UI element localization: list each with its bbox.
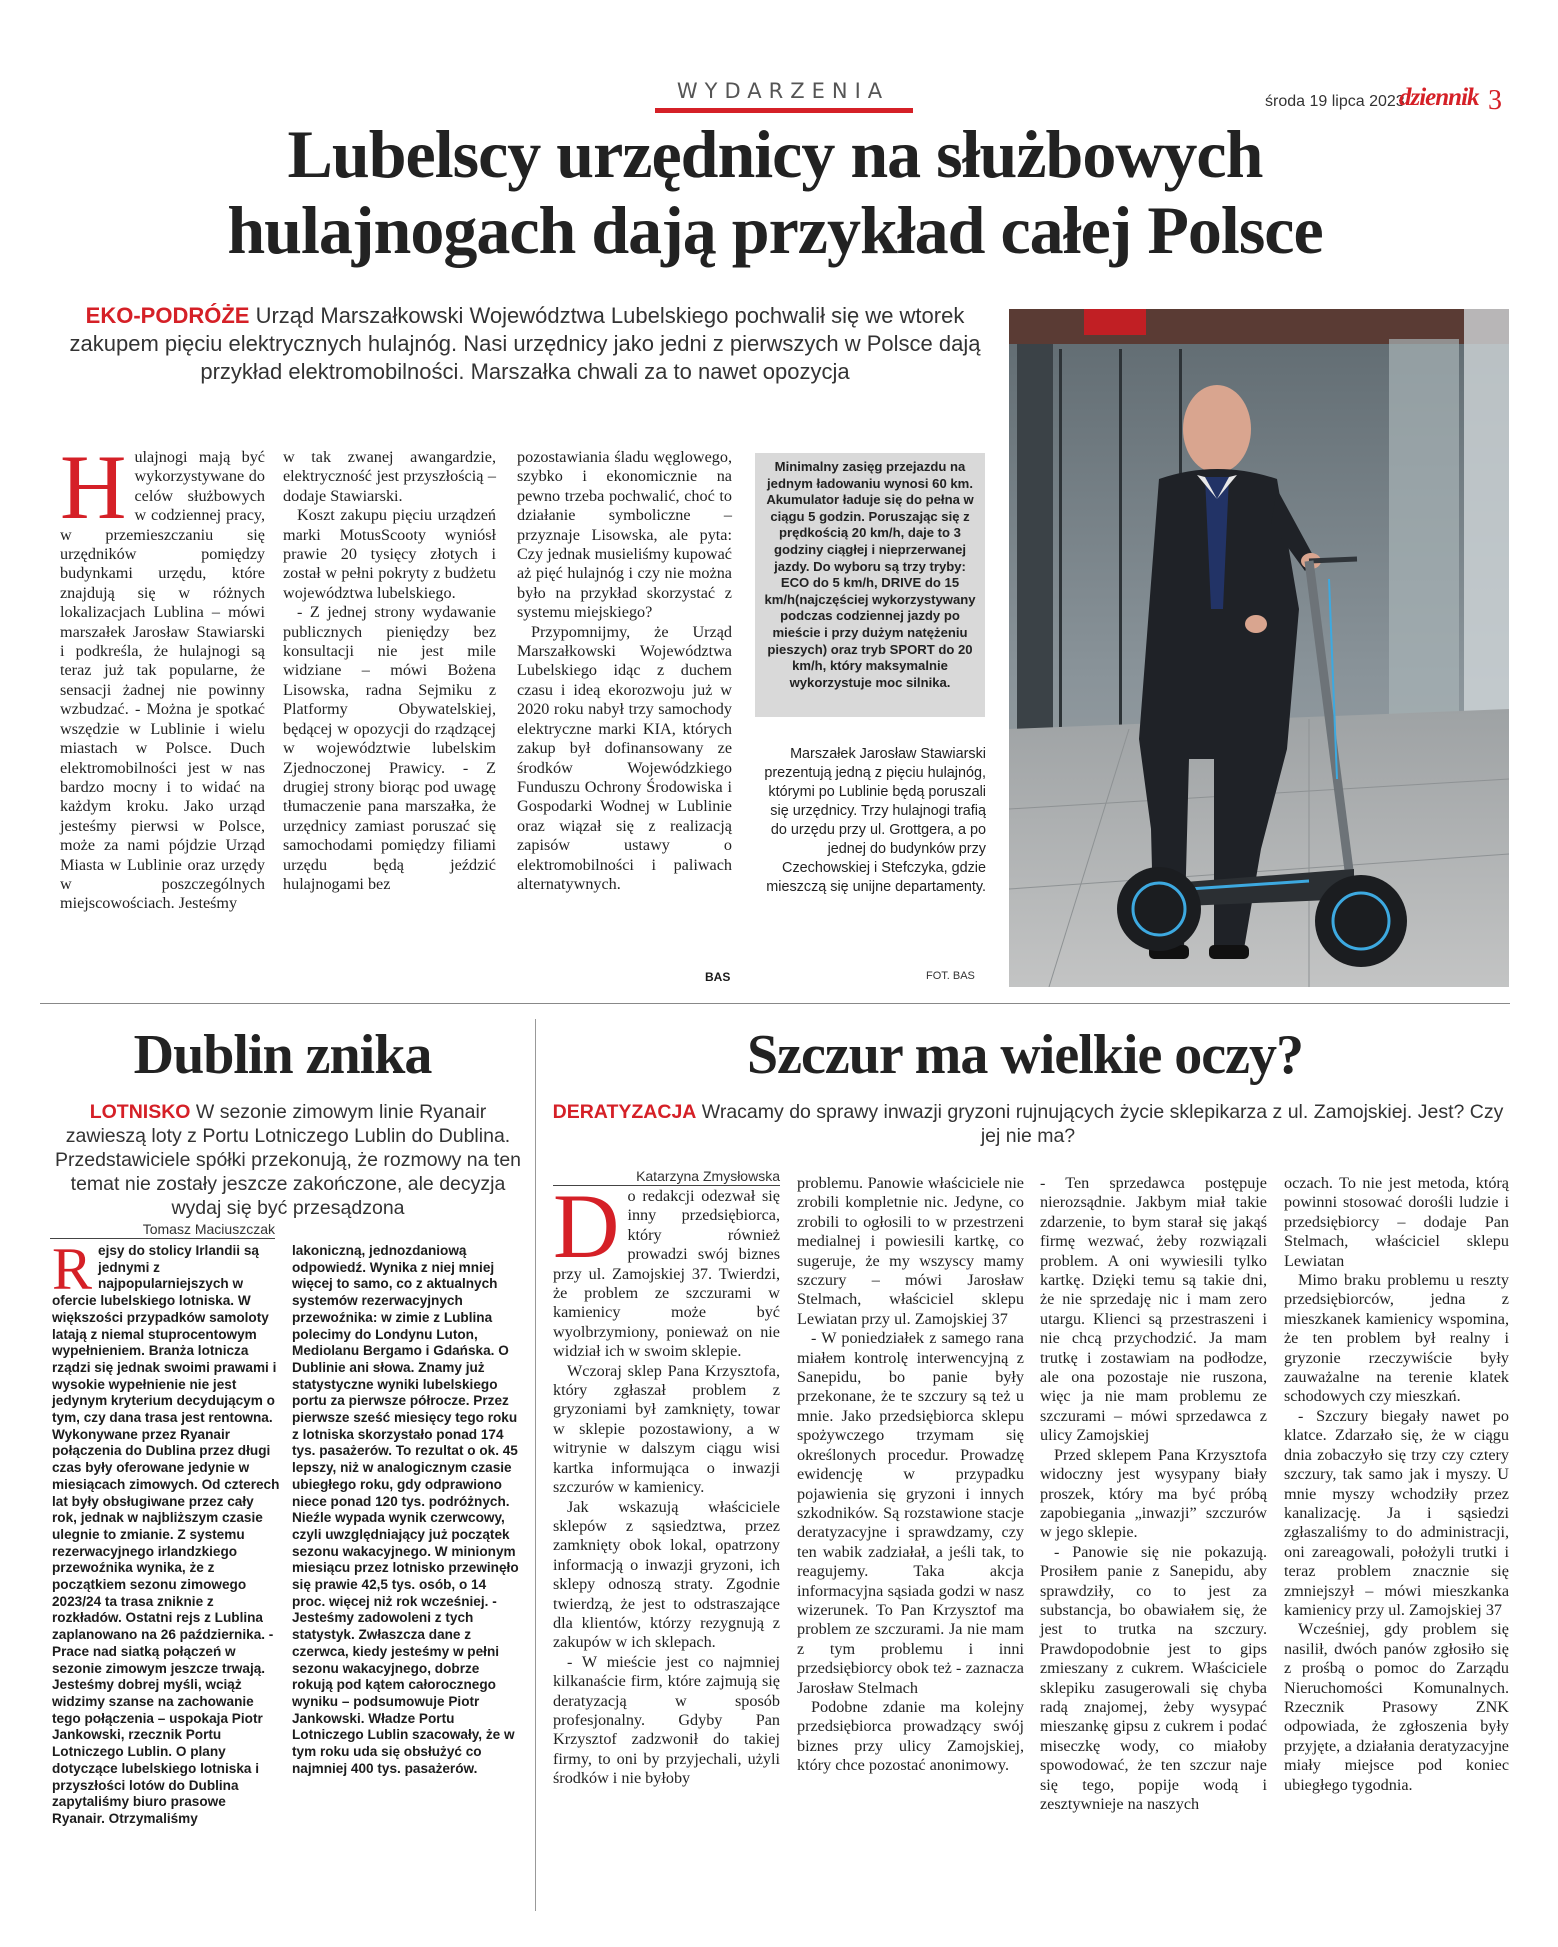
- rat-col1-p1-text: o redakcji odezwał się inny przedsiębiorca, który również prowadzi swój biznes przy ul. Zamojskiej 37. Twierdzi, że problem ze szczurami w kamienicy może być wyolbrzymiony, ponieważ on nie widział ich w swoim sklepie.: [553, 1187, 780, 1361]
- main-lead-text: Urząd Marszałkowski Województwa Lubelskiego pochwalił się we wtorek zakupem pięciu elektrycznych hulajnóg. Nasi urzędnicy jako jedni z pierwszych w Polsce dają przykład elektromobilności. Marszałka chwali za to nawet opozycja: [69, 303, 981, 384]
- rat-col4-p3: - Szczury biegały nawet po klatce. Zdarzało się, że w ciągu dnia zobaczyło się trzy czy cztery szczury, tak samo jak i myszy. U mnie myszy wchodziły przez kanalizację. Ja i sąsiedzi zgłaszaliśmy to do administracji, oni zareagowali, położyli trutki i teraz problem znacznie się zmniejszył – mówi mieszkanka kamienicy przy ul. Zamojskiej 37: [1284, 1406, 1509, 1619]
- rat-col1-p4: - W mieście jest co najmniej kilkanaście firm, które zajmują się deratyzacją w sposób profesjonalny. Gdyby Pan Krzysztof zadzwonił do takiej firmy, to oni by przyjechali, użyli środków i nie byłoby: [553, 1652, 780, 1788]
- dublin-lead: [48, 1100, 528, 1220]
- dublin-col1-text: ejsy do stolicy Irlandii są jednymi z najpopularniejszych w ofercie lubelskiego lotniska. W większości przypadków samoloty latają z niemal stuprocentowym wypełnieniem. Branża lotnicza rządzi się jednak swoimi prawami i wysokie wypełnienie nie jest jedynym kryterium decydującym o tym, czy dana trasa jest rentowna. Wykonywane przez Ryanair połączenia do Dublina przez długi czas były oferowane jedynie w miesiącach zimowych. Od czterech lat były obsługiwane przez cały rok, jednak w najbliższym czasie ulegnie to zmianie. Z systemu rezerwacyjnego irlandzkiego przewoźnika wynika, że z początkiem sezonu zimowego 2023/24 ta trasa zniknie z rozkładów. Ostatni rejs z Lublina zaplanowano na 26 października. - Prace nad siatką połączeń w sezonie zimowym jeszcze trwają. Jesteśmy dobrej myśli, wciąż widzimy szanse na zachowanie tego połączenia – uspokaja Piotr Jankowski, rzecznik Portu Lotniczego Lublin. O plany dotyczące lubelskiego lotniska i przyszłości lotów do Dublina zapytaliśmy biuro prasowe Ryanair. Otrzymaliśmy: [52, 1243, 280, 1826]
- photo-credit: FOT. BAS: [926, 970, 975, 982]
- rat-lead: [548, 1100, 1508, 1148]
- dublin-col2-text: lakoniczną, jednozdaniową odpowiedź. Wynika z niej mniej więcej to samo, co z aktualnych systemów rezerwacyjnych przewoźnika: w zimie z Lublina polecimy do Londynu Luton, Mediolanu Bergamo i Gdańska. O Dublinie ani słowa. Znamy już statystyczne wyniki lubelskiego portu za pierwsze półrocze. Przez pierwsze sześć miesięcy tego roku z lotniska skorzystało ponad 174 tys. pasażerów. To rezultat o ok. 45 lepszy, niż w analogicznym czasie ubiegłego roku, gdy odprawiono niece ponad 120 tys. podróżnych. Nieźle wypada wynik czerwcowy, czyli uwzględniający już początek sezonu wakacyjnego. W minionym miesiącu przez lotnisko przewinęło się prawie 42,5 tys. osób, o 14 proc. więcej niż rok wcześniej. - Jesteśmy zadowoleni z tych statystyk. Zwłaszcza dane z czerwca, kiedy jesteśmy w pełni sezonu wakacyjnego, dobrze rokują pod kątem całorocznego wyniku – podsumowuje Piotr Jankowski. Władze Portu Lotniczego Lublin szacowały, że w tym roku uda się obsłużyć co najmniej 400 tys. pasażerów.: [292, 1243, 519, 1776]
- column-divider: [535, 1019, 536, 1911]
- main-dropcap: H: [60, 436, 127, 538]
- rat-col3-p1: - Ten sprzedawca postępuje nierozsądnie. Jakbym miał takie zdarzenie, to bym starał się jakąś firmę wezwać, żeby rozwiązali problem. A oni wywiesili tylko kartkę. Dzięki temu są takie dni, że nie sprzedaję nic i mam zero utargu. Klienci są przestraszeni i nie chcą przychodzić. Ja mam trutkę i zostawiam na podłodze, ale ona pozostaje nie ruszona, więc ja nie mam problemu ze szczurami – mówi sprzedawca z ulicy Zamojskiej: [1040, 1174, 1267, 1445]
- main-column-1: [60, 436, 265, 914]
- main-col1-paragraph: [60, 436, 265, 914]
- dublin-column-1: [52, 1236, 280, 1828]
- rat-column-2: [797, 1174, 1024, 1776]
- rat-col2-p1: problemu. Panowie właściciele nie zrobili kompletnie nic. Jedyne, co zrobili to ogłosili to w przestrzeni medialnej i powiesili kartkę, co sugeruje, że my wszyscy mamy szczury – mówi Jarosław Stelmach, właściciel sklepu Lewiatan przy ul. Zamojskiej 37: [797, 1174, 1024, 1328]
- rat-col4-p1: oczach. To nie jest metoda, którą powinni stosować dorośli ludzie i przedsiębiorcy – dodaje Pan Stelmach, właściciel sklepu Lewiatan: [1284, 1174, 1509, 1270]
- rat-dropcap: D: [553, 1175, 620, 1277]
- issue-date: środa 19 lipca 2023: [1265, 93, 1405, 110]
- rat-col3-p3: - Panowie się nie pokazują. Prosiłem panie z Sanepidu, aby sprawdziły, co to jest za substancja, bo obawiałem się, że jest to trutka na szczury. Prawdopodobnie jest to gips zmieszany z cukrem. Właściciele sklepiku zasugerowali się chyba radą znajomej, żeby wysypać mieszankę gipsu z cukrem i podać miseczkę wody, co miałoby spowodować, że ten szczur naje się tego, popije wodą i zesztywnieje na naszych: [1040, 1542, 1267, 1813]
- dublin-col1-paragraph: [52, 1236, 280, 1828]
- dublin-lead-text: W sezonie zimowym linie Ryanair zawieszą loty z Portu Lotniczego Lublin do Dublina. Przedstawiciele spółki przekonują, że rozmowy na ten temat nie zostały jeszcze zakończone, ale decyzja wydaj się być przesądzona: [54, 1101, 522, 1219]
- rat-lead-text: Wracamy do sprawy inwazji gryzoni rujnujących życie sklepikarza z ul. Zamojskiej. Jest? Czy jej nie ma?: [696, 1101, 1504, 1147]
- main-col1-text: ulajnogi mają być wykorzystywane do celów służbowych w codziennej pracy, w przemieszczaniu się urzędników pomiędzy budynkami urzędu, które znajdują się w różnych lokalizacjach Lublina – mówi marszałek Jarosław Stawiarski i podkreśla, że hulajnogi są teraz już tak popularne, że sensacji żadnej nie powinny wzbudzać. - Można je spotkać wszędzie w Lublinie i wielu miastach w Polsce. Duch elektromobilności jest w nas bardzo mocny i to widać na każdym kroku. Jako urząd jesteśmy pierwsi w Polsce, może za nami pójdzie Urząd Miasta w Lublinie oraz urzędy w poszczególnych miejscowościach. Jesteśmy: [60, 448, 265, 913]
- page-number: 3: [1488, 85, 1502, 116]
- main-column-3: [517, 448, 732, 894]
- headline-line-1: Lubelscy urzędnicy na służbowych: [287, 116, 1263, 192]
- headline-line-2: hulajnogach dają przykład całej Polsce: [227, 192, 1323, 268]
- rat-col2-p2: - W poniedziałek z samego rana miałem kontrolę interwencyjną z Sanepidu, bo panie były przekonane, że te szczury są też u mnie. Jako przedsiębiorca sklepu spożywczego trzymam się określonych procedur. Prowadzę ewidencję w przypadku pojawienia się gryzoni i innych szkodników. Są rozstawione stacje deratyzacyjne i sprawdzamy, czy ten wabik zadziałał, a jeśli tak, to reagujemy. Taka akcja informacyjna sąsiada godzi w nasz wizerunek. To Pan Krzysztof ma problem ze szczurami. Ja nie mam z tym problemu i inni przedsiębiorcy obok też - zaznacza Jarosław Stelmach: [797, 1329, 1024, 1697]
- main-author: BAS: [705, 970, 731, 984]
- main-col3-p1: pozostawiania śladu węglowego, szybko i ekonomicznie na pewno trzeba pochwalić, choć to działanie symboliczne – przyznaje Lisowska, ale pyta: Czy jednak musieliśmy kupować aż pięć hulajnóg i czy nie można było na przykład skorzystać z systemu miejskiego?: [517, 448, 732, 622]
- section-underline: [655, 108, 913, 113]
- rat-col2-p3: Podobne zdanie ma kolejny przedsiębiorca prowadzący swój biznes przy ulicy Zamojskiej, który chce pozostać anonimowy.: [797, 1697, 1024, 1775]
- main-col2-p1: w tak zwanej awangardzie, elektryczność jest przyszłością – dodaje Stawiarski.: [283, 448, 496, 505]
- rat-col4-p2: Mimo braku problemu u reszty przedsiębiorców, jedna z mieszkanek kamienicy wspomina, że ten problem był realny i gryzonie rzeczywiście były zauważalne na terenie klatek schodowych czy mieszkań.: [1284, 1271, 1509, 1406]
- main-col2-p3: - Z jednej strony wydawanie publicznych pieniędzy bez konsultacji nie jest mile widziane – mówi Bożena Lisowska, radna Sejmiku z Platformy Obywatelskiej, będącej w opozycji do rządzącej w województwie lubelskim Zjednoczonej Prawicy. - Z drugiej strony biorąc pod uwagę tłumaczenie pana marszałka, że urzędnicy zamiast poruszać się samochodami pomiędzy filiami urzędu będą jeździć hulajnogami bez: [283, 603, 496, 893]
- rat-byline: Katarzyna Zmysłowska: [553, 1168, 780, 1186]
- dublin-kicker: LOTNISKO: [89, 1101, 191, 1123]
- section-divider: [40, 1003, 1510, 1004]
- section-label: WYDARZENIA: [676, 79, 890, 103]
- brand-logo: dziennik: [1399, 84, 1479, 111]
- rat-column-3: [1040, 1174, 1267, 1814]
- dublin-column-2: [292, 1243, 520, 1778]
- rat-kicker: DERATYZACJA: [552, 1101, 697, 1123]
- main-lead: [60, 302, 990, 386]
- main-headline: [40, 116, 1510, 268]
- dublin-headline: Dublin znika: [133, 1024, 432, 1086]
- main-kicker: EKO-PODRÓŻE: [85, 303, 250, 328]
- rat-headline: Szczur ma wielkie oczy?: [746, 1024, 1304, 1086]
- rat-column-4: [1284, 1174, 1509, 1795]
- rat-col4-p4: Wcześniej, gdy problem się nasilił, dwóch panów zgłosiło się z prośbą o pomoc do Zarządu Nieruchomości Komunalnych. Rzecznik Prasowy ZNK odpowiada, że zgłoszenia były przyjęte, a działania deratyzacyjne miały miejsce pod koniec ubiegłego tygodnia.: [1284, 1620, 1509, 1794]
- rat-col1-p2: Wczoraj sklep Pana Krzysztofa, który zgłaszał problem z gryzoniami był zamknięty, towar w sklepie pozostawiony, a w witrynie w dalszym ciągu wisi kartka informująca o inwazji szczurów w kamienicy.: [553, 1361, 780, 1497]
- rat-col3-p2: Przed sklepem Pana Krzysztofa widoczny jest wysypany biały proszek, który ma być próbą zapobiegania „inwazji” szczurów w jego sklepie.: [1040, 1445, 1267, 1542]
- dublin-dropcap: R: [52, 1236, 93, 1302]
- main-col2-p2: Koszt zakupu pięciu urządzeń marki MotusScooty wyniósł prawie 20 tysięcy złotych i został w pełni pokryty z budżetu województwa lubelskiego.: [283, 506, 496, 602]
- main-column-2: [283, 448, 496, 894]
- scooter-photo: [1009, 309, 1509, 987]
- main-col3-p2: Przypomnijmy, że Urząd Marszałkowski Województwa Lubelskiego idąc z duchem czasu i ideą ekorozwoju już w 2020 roku nabył trzy samochody elektryczne marki KIA, których zakup był dofinansowany ze środków Wojewódzkiego Funduszu Ochrony Środowiska i Gospodarki Wodnej w Lublinie oraz wiązał się z realizacją zapisów ustawy o elektromobilności i paliwach alternatywnych.: [517, 622, 732, 893]
- photo-caption: Marszałek Jarosław Stawiarski prezentują jedną z pięciu hulajnóg, którymi po Lublinie będą poruszali się urzędnicy. Trzy hulajnogi trafią do urzędu przy ul. Grottgera, a po jednej do budynków przy Czechowskiej i Stefczyka, gdzie mieszczą się unijne departamenty.: [764, 746, 986, 895]
- scooter-infobox: Minimalny zasięg przejazdu na jednym ładowaniu wynosi 60 km. Akumulator ładuje się do pełna w ciągu 5 godzin. Poruszając się z prędkością 20 km/h, daje to 3 godziny ciągłej i nieprzerwanej jazdy. Do wyboru są trzy tryby: ECO do 5 km/h, DRIVE do 15 km/h(najczęściej wykorzystywany podczas codziennej jazdy po mieście i przy dużym natężeniu pieszych) oraz tryb SPORT do 20 km/h, który maksymalnie wykorzystuje moc silnika.: [755, 453, 985, 717]
- dublin-byline: Tomasz Maciuszczak: [50, 1221, 275, 1239]
- rat-col1-p3: Jak wskazują właściciele sklepów z sąsiedztwa, przez zamknięty obok lokal, opatrzony informacją o inwazji gryzoni, ich sklepy odnoszą straty. Zgodnie twierdzą, że jest to odstraszające dla klientów, którzy rezygnują z zakupów w ich sklepach.: [553, 1497, 780, 1652]
